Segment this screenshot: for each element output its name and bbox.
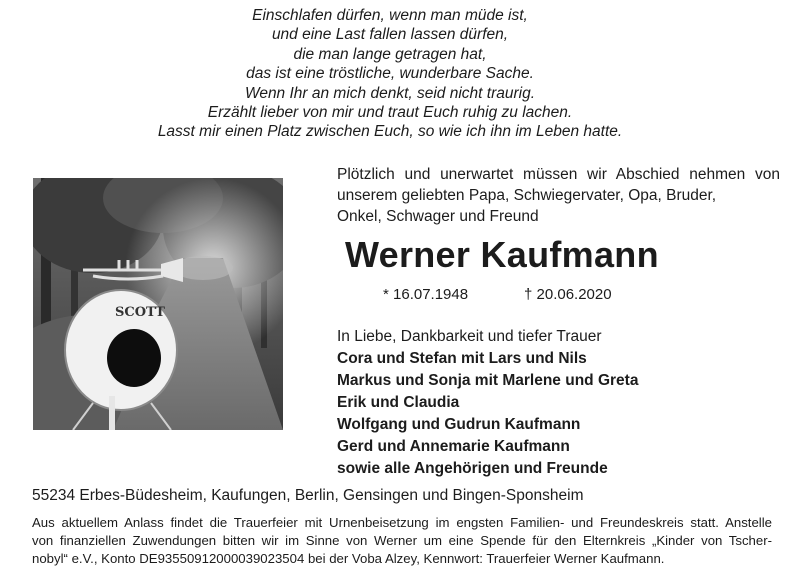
drum-brand-label: SCOTT [115, 305, 165, 320]
poem-line: und eine Last fallen lassen dürfen, [271, 26, 509, 44]
poem-line: Lasst mir einen Platz zwischen Euch, so wie ich ihn im Leben hatte. [157, 123, 623, 141]
mourners-list [337, 326, 638, 480]
mourner-family: Gerd und Annemarie Kaufmann [337, 438, 570, 455]
mourner-family: Cora und Stefan mit Lars und Nils [337, 350, 587, 367]
notice-line: nobyl“ e.V., Konto DE93550912000039023504 bei der Voba Alzey, Kennwort: Trauerfeier Werner Kaufmann. [32, 551, 665, 566]
memorial-photo [33, 178, 283, 430]
notice-line: Aus aktuellem Anlass findet die Trauerfeier mit Urnenbeisetzung im engsten Familien- und Freundeskreis statt. Anstelle [32, 515, 772, 530]
birth-date: * 16.07.1948 [383, 286, 469, 303]
mourner-family: Wolfgang und Gudrun Kaufmann [337, 416, 581, 433]
announcement-intro [337, 164, 780, 227]
poem-line: Einschlafen dürfen, wenn man müde ist, [252, 7, 528, 24]
intro-line: unserem geliebten Papa, Schwiegervater, Opa, Bruder, [337, 187, 717, 204]
poem [150, 6, 630, 142]
funeral-notice [32, 514, 772, 568]
mourner-family: sowie alle Angehörigen und Freunde [337, 460, 608, 477]
places-line: 55234 Erbes-Büdesheim, Kaufungen, Berlin, Gensingen und Bingen-Sponsheim [32, 487, 584, 504]
poem-line: die man lange getragen hat, [293, 45, 487, 63]
mourner-family: Erik und Claudia [337, 394, 460, 411]
mourners-intro: In Liebe, Dankbarkeit und tiefer Trauer [337, 328, 602, 345]
deceased-name: Werner Kaufmann [345, 234, 659, 275]
intro-line: Plötzlich und unerwartet müssen wir Abschied nehmen von [337, 166, 780, 183]
poem-line: das ist eine tröstliche, wunderbare Sache. [246, 65, 534, 83]
poem-line: Erzählt lieber von mir und traut Euch ruhig zu lachen. [207, 104, 573, 122]
drum-trumpet-forest-image [33, 178, 283, 430]
mourner-family: Markus und Sonja mit Marlene und Greta [337, 372, 639, 389]
intro-line: Onkel, Schwager und Freund [337, 208, 539, 225]
poem-line: Wenn Ihr an mich denkt, seid nicht traurig. [244, 84, 536, 102]
death-date: † 20.06.2020 [524, 286, 612, 303]
notice-line: von finanziellen Zuwendungen bitten wir im Sinne von Werner um eine Spende für den Elternkreis „Kinder von Tscher- [32, 533, 772, 548]
